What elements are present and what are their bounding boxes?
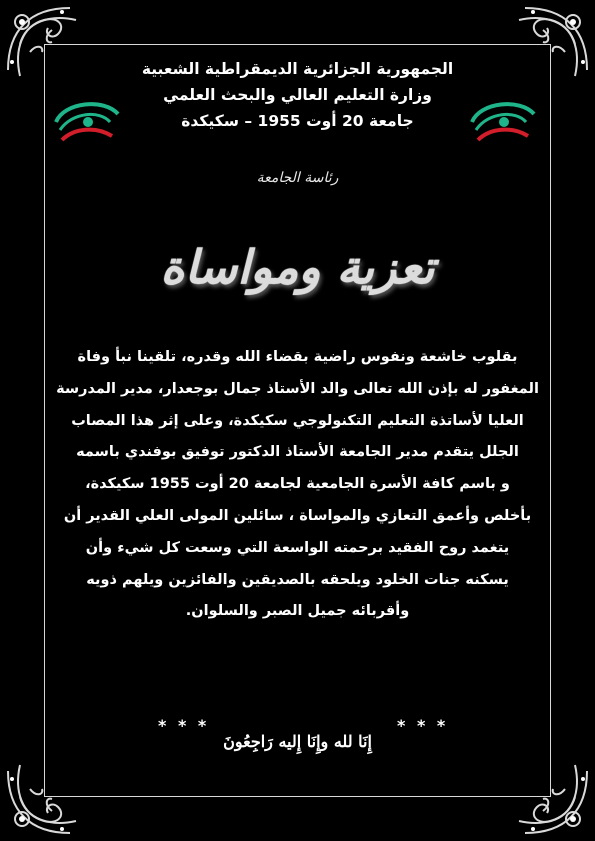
stars-right: * * * <box>397 716 449 735</box>
body-line: بأخلص وأعمق التعازي والمواساة ، سائلين المولى العلي القدير أن <box>63 507 532 524</box>
university-logo-right <box>466 92 540 152</box>
republic-name: الجمهورية الجزائرية الديمقراطية الشعبية <box>141 60 454 78</box>
ministry-name: وزارة التعليم العالي والبحث العلمي <box>163 86 432 104</box>
condolence-body <box>52 342 543 628</box>
corner-ornament-bottom-left <box>0 757 84 841</box>
page-title: تعزية ومواساة <box>160 240 435 294</box>
body-line: العليا لأساتذة التعليم التكنولوجي سكيكدة، وعلى إثر هذا المصاب <box>71 412 524 429</box>
corner-ornament-top-right <box>511 0 595 84</box>
body-line: يسكنه جنات الخلود ويلحقه بالصديقين والفائزين ويلهم ذويه <box>86 571 509 588</box>
quran-verse: إِنَا لله وإِنَا إِليه رَاجِعُونَ <box>223 732 372 751</box>
body-line: الجلل يتقدم مدير الجامعة الأستاذ الدكتور توفيق بوفندي باسمه <box>76 444 519 461</box>
body-line: المغفور له بإذن الله تعالى والد الأستاذ جمال بوجعدار، مدير المدرسة <box>56 380 539 397</box>
university-logo-left <box>50 92 124 152</box>
corner-ornament-bottom-right <box>511 757 595 841</box>
university-name: جامعة 20 أوت 1955 – سكيكدة <box>181 112 414 130</box>
university-logo-icon <box>50 92 124 152</box>
presidency-label: رئاسة الجامعة <box>256 170 339 186</box>
body-line: يتغمد روح الفقيد برحمته الواسعة التي وسعت كل شيء وأن <box>85 539 510 556</box>
body-line: و باسم كافة الأسرة الجامعية لجامعة 20 أوت 1955 سكيكدة، <box>85 476 510 493</box>
corner-ornament-icon <box>0 0 84 84</box>
stars-left: * * * <box>158 716 210 735</box>
body-line: وأقربائه جميل الصبر والسلوان. <box>185 603 410 620</box>
body-line: بقلوب خاشعة ونفوس راضية بقضاء الله وقدره، تلقينا نبأ وفاة <box>77 349 518 365</box>
corner-ornament-top-left <box>0 0 84 84</box>
university-logo-icon <box>466 92 540 152</box>
official-header <box>130 56 465 134</box>
